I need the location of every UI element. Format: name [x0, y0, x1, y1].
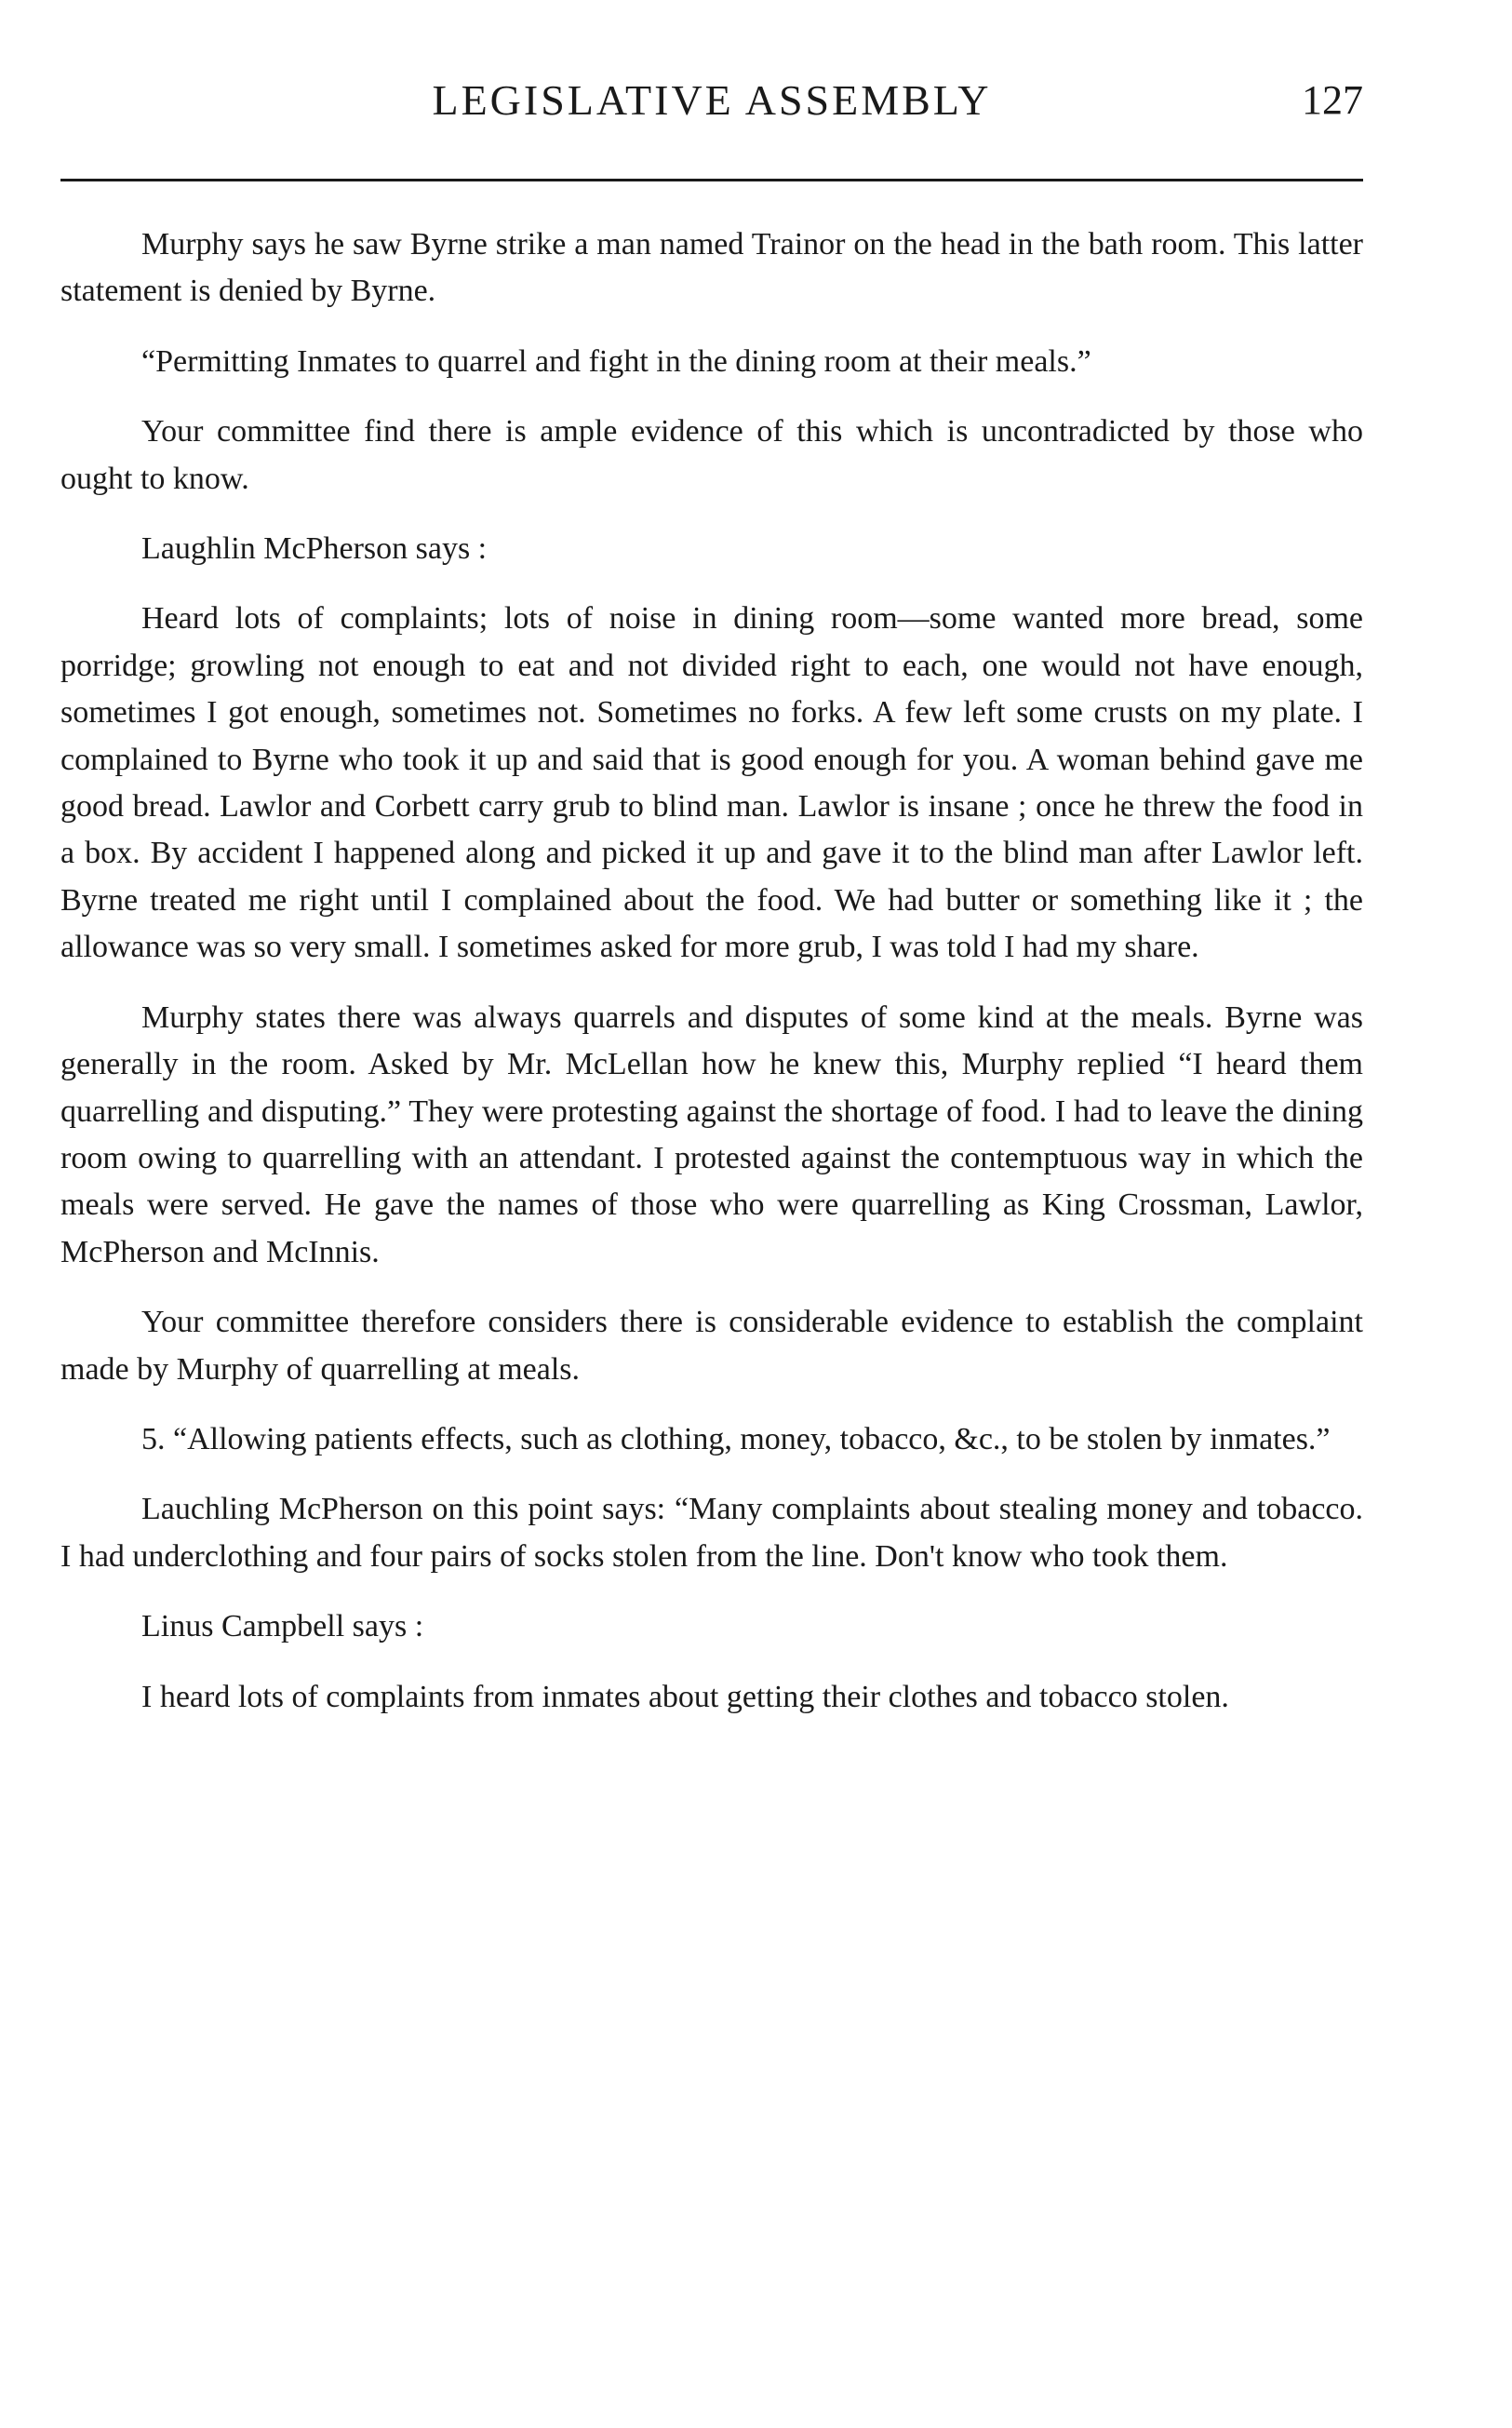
paragraph: Linus Campbell says :: [141, 1609, 424, 1644]
header-rule: [60, 179, 1363, 181]
paragraph: Your committee find there is ample evidence of this which is uncontradicted by those who ought to know.: [60, 414, 1363, 496]
paragraph: Murphy says he saw Byrne strike a man named Trainor on the head in the bath room. This latter statement is denied by Byrne.: [60, 227, 1363, 309]
paragraph: 5. “Allowing patients effects, such as clothing, money, tobacco, &c., to be stolen by inmates.”: [141, 1421, 1331, 1456]
page-number: 127: [1302, 77, 1363, 123]
paragraph: “Permitting Inmates to quarrel and fight in the dining room at their meals.”: [141, 343, 1091, 379]
page-header: [60, 73, 1363, 128]
paragraph: I heard lots of complaints from inmates about getting their clothes and tobacco stolen.: [141, 1679, 1229, 1714]
paragraph: Laughlin McPherson says :: [141, 531, 488, 567]
running-title: LEGISLATIVE ASSEMBLY: [432, 76, 992, 124]
paragraph: Murphy states there was always quarrels and disputes of some kind at the meals. Byrne was generally in the room. Asked by Mr. McLellan how he knew this, Murphy replied “I heard them quarrelling and disputing.” They were protesting against the shortage of food. I had to leave the dining room owing to quarrelling with an attendant. I protested against the contemptuous way in which the meals were served. He gave the names of those who were quarrelling as King Crossman, Lawlor, McPherson and McInnis.: [60, 999, 1363, 1269]
body-text: [60, 221, 1363, 1744]
paragraph: Your committee therefore considers there is considerable evidence to establish the complaint made by Murphy of quarrelling at meals.: [60, 1305, 1363, 1387]
paragraph: Heard lots of complaints; lots of noise in dining room—some wanted more bread, some porridge; growling not enough to eat and not divided right to each, one would not have enough, sometimes I got enough, sometimes not. Sometimes no forks. A few left some crusts on my plate. I complained to Byrne who took it up and said that is good enough for you. A woman behind gave me good bread. Lawlor and Corbett carry grub to blind man. Lawlor is insane ; once he threw the food in a box. By accident I happened along and picked it up and gave it to the blind man after Lawlor left. Byrne treated me right until I complained about the food. We had butter or something like it ; the allowance was so very small. I sometimes asked for more grub, I was told I had my share.: [60, 601, 1363, 965]
paragraph: Lauchling McPherson on this point says: “Many complaints about stealing money and tobacco. I had underclothing and four pairs of socks stolen from the line. Don't know who took them.: [60, 1492, 1363, 1574]
